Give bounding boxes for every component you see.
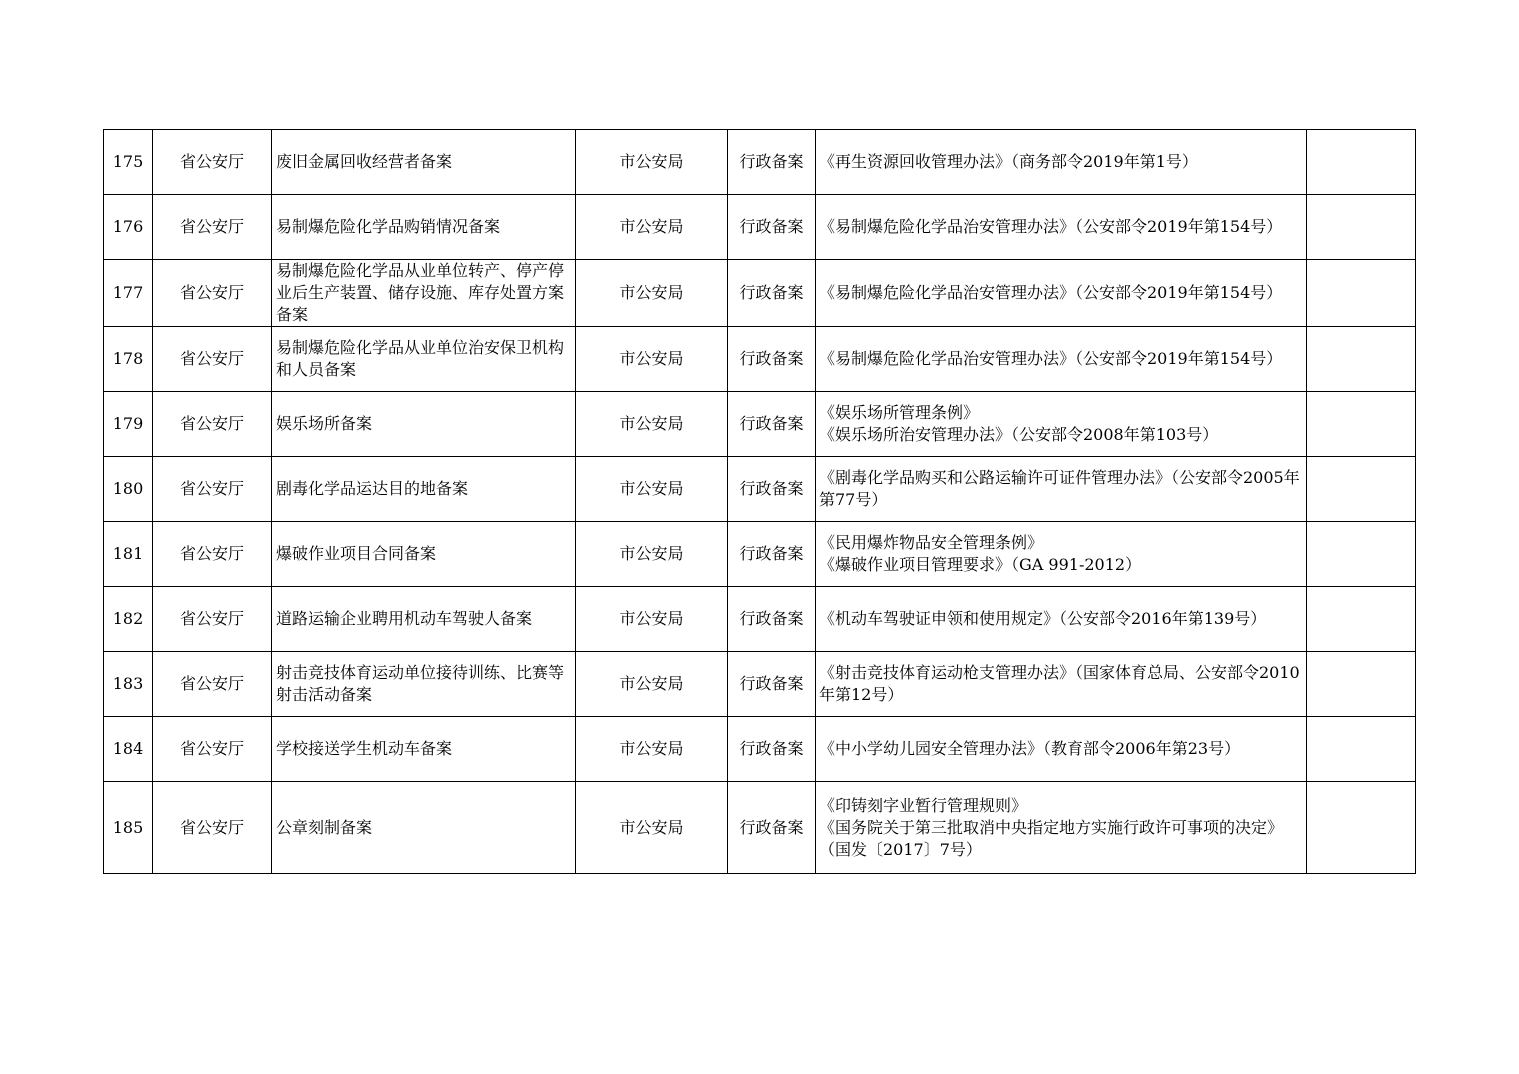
remark	[1307, 327, 1416, 392]
legal-basis	[816, 327, 1307, 392]
item-type: 行政备案	[728, 392, 816, 457]
legal-basis-line: 《娱乐场所管理条例》	[819, 403, 980, 422]
remark	[1307, 260, 1416, 327]
legal-basis-line: 《射击竞技体育运动枪支管理办法》（国家体育总局、公安部令2010年第12号）	[819, 663, 1300, 704]
remark	[1307, 457, 1416, 522]
table-row	[104, 652, 1416, 717]
legal-basis	[816, 195, 1307, 260]
item-name: 射击竞技体育运动单位接待训练、比赛等射击活动备案	[272, 652, 576, 717]
row-number: 182	[104, 587, 153, 652]
table-row	[104, 195, 1416, 260]
item-type: 行政备案	[728, 260, 816, 327]
item-type: 行政备案	[728, 717, 816, 782]
item-name: 易制爆危险化学品从业单位转产、停产停业后生产装置、储存设施、库存处置方案备案	[272, 260, 576, 327]
table-row	[104, 782, 1416, 874]
legal-basis	[816, 392, 1307, 457]
implementing-agency: 市公安局	[576, 457, 728, 522]
implementing-agency: 市公安局	[576, 587, 728, 652]
table-row	[104, 522, 1416, 587]
remark	[1307, 717, 1416, 782]
row-number: 178	[104, 327, 153, 392]
competent-department: 省公安厅	[153, 195, 272, 260]
legal-basis	[816, 522, 1307, 587]
item-name: 易制爆危险化学品从业单位治安保卫机构和人员备案	[272, 327, 576, 392]
row-number: 183	[104, 652, 153, 717]
item-type: 行政备案	[728, 195, 816, 260]
table-row	[104, 457, 1416, 522]
implementing-agency: 市公安局	[576, 327, 728, 392]
remark	[1307, 392, 1416, 457]
item-type: 行政备案	[728, 522, 816, 587]
legal-basis-line: 《易制爆危险化学品治安管理办法》（公安部令2019年第154号）	[819, 217, 1283, 236]
legal-basis-line: 《娱乐场所治安管理办法》（公安部令2008年第103号）	[819, 425, 1219, 444]
implementing-agency: 市公安局	[576, 652, 728, 717]
competent-department: 省公安厅	[153, 522, 272, 587]
legal-basis-line: 《机动车驾驶证申领和使用规定》（公安部令2016年第139号）	[819, 609, 1267, 628]
row-number: 184	[104, 717, 153, 782]
legal-basis	[816, 782, 1307, 874]
implementing-agency: 市公安局	[576, 130, 728, 195]
remark	[1307, 195, 1416, 260]
row-number: 179	[104, 392, 153, 457]
item-name: 道路运输企业聘用机动车驾驶人备案	[272, 587, 576, 652]
item-name: 学校接送学生机动车备案	[272, 717, 576, 782]
competent-department: 省公安厅	[153, 587, 272, 652]
item-name: 娱乐场所备案	[272, 392, 576, 457]
legal-basis-line: 《剧毒化学品购买和公路运输许可证件管理办法》（公安部令2005年第77号）	[819, 468, 1300, 509]
record-table-sheet	[103, 129, 1415, 874]
remark	[1307, 782, 1416, 874]
legal-basis	[816, 457, 1307, 522]
row-number: 181	[104, 522, 153, 587]
legal-basis-line: 《国务院关于第三批取消中央指定地方实施行政许可事项的决定》（国发〔2017〕7号）	[819, 817, 1284, 859]
remark	[1307, 587, 1416, 652]
item-name: 爆破作业项目合同备案	[272, 522, 576, 587]
table-row	[104, 392, 1416, 457]
legal-basis	[816, 260, 1307, 327]
remark	[1307, 522, 1416, 587]
legal-basis-line: 《爆破作业项目管理要求》（GA 991-2012）	[819, 555, 1142, 574]
row-number: 177	[104, 260, 153, 327]
legal-basis	[816, 130, 1307, 195]
legal-basis-line: 《易制爆危险化学品治安管理办法》（公安部令2019年第154号）	[819, 283, 1283, 302]
row-number: 176	[104, 195, 153, 260]
item-type: 行政备案	[728, 327, 816, 392]
implementing-agency: 市公安局	[576, 195, 728, 260]
item-type: 行政备案	[728, 457, 816, 522]
item-name: 剧毒化学品运达目的地备案	[272, 457, 576, 522]
competent-department: 省公安厅	[153, 260, 272, 327]
legal-basis	[816, 717, 1307, 782]
implementing-agency: 市公安局	[576, 392, 728, 457]
table-row	[104, 327, 1416, 392]
competent-department: 省公安厅	[153, 457, 272, 522]
item-type: 行政备案	[728, 782, 816, 874]
remark	[1307, 130, 1416, 195]
legal-basis-line: 《再生资源回收管理办法》（商务部令2019年第1号）	[819, 152, 1198, 171]
item-type: 行政备案	[728, 652, 816, 717]
legal-basis-line: 《民用爆炸物品安全管理条例》	[819, 533, 1044, 552]
competent-department: 省公安厅	[153, 392, 272, 457]
legal-basis-line: 《印铸刻字业暂行管理规则》	[819, 795, 1028, 815]
competent-department: 省公安厅	[153, 717, 272, 782]
row-number: 175	[104, 130, 153, 195]
implementing-agency: 市公安局	[576, 260, 728, 327]
competent-department: 省公安厅	[153, 782, 272, 874]
competent-department: 省公安厅	[153, 327, 272, 392]
record-table-body	[104, 130, 1416, 874]
item-name: 公章刻制备案	[272, 782, 576, 874]
implementing-agency: 市公安局	[576, 522, 728, 587]
implementing-agency: 市公安局	[576, 782, 728, 874]
item-type: 行政备案	[728, 587, 816, 652]
table-row	[104, 717, 1416, 782]
competent-department: 省公安厅	[153, 130, 272, 195]
item-name: 废旧金属回收经营者备案	[272, 130, 576, 195]
legal-basis	[816, 652, 1307, 717]
item-name: 易制爆危险化学品购销情况备案	[272, 195, 576, 260]
legal-basis	[816, 587, 1307, 652]
legal-basis-line: 《中小学幼儿园安全管理办法》（教育部令2006年第23号）	[819, 739, 1241, 758]
item-type: 行政备案	[728, 130, 816, 195]
remark	[1307, 652, 1416, 717]
competent-department: 省公安厅	[153, 652, 272, 717]
legal-basis-line: 《易制爆危险化学品治安管理办法》（公安部令2019年第154号）	[819, 349, 1283, 368]
table-row	[104, 260, 1416, 327]
record-table	[103, 129, 1416, 874]
row-number: 180	[104, 457, 153, 522]
implementing-agency: 市公安局	[576, 717, 728, 782]
row-number: 185	[104, 782, 153, 874]
table-row	[104, 130, 1416, 195]
table-row	[104, 587, 1416, 652]
